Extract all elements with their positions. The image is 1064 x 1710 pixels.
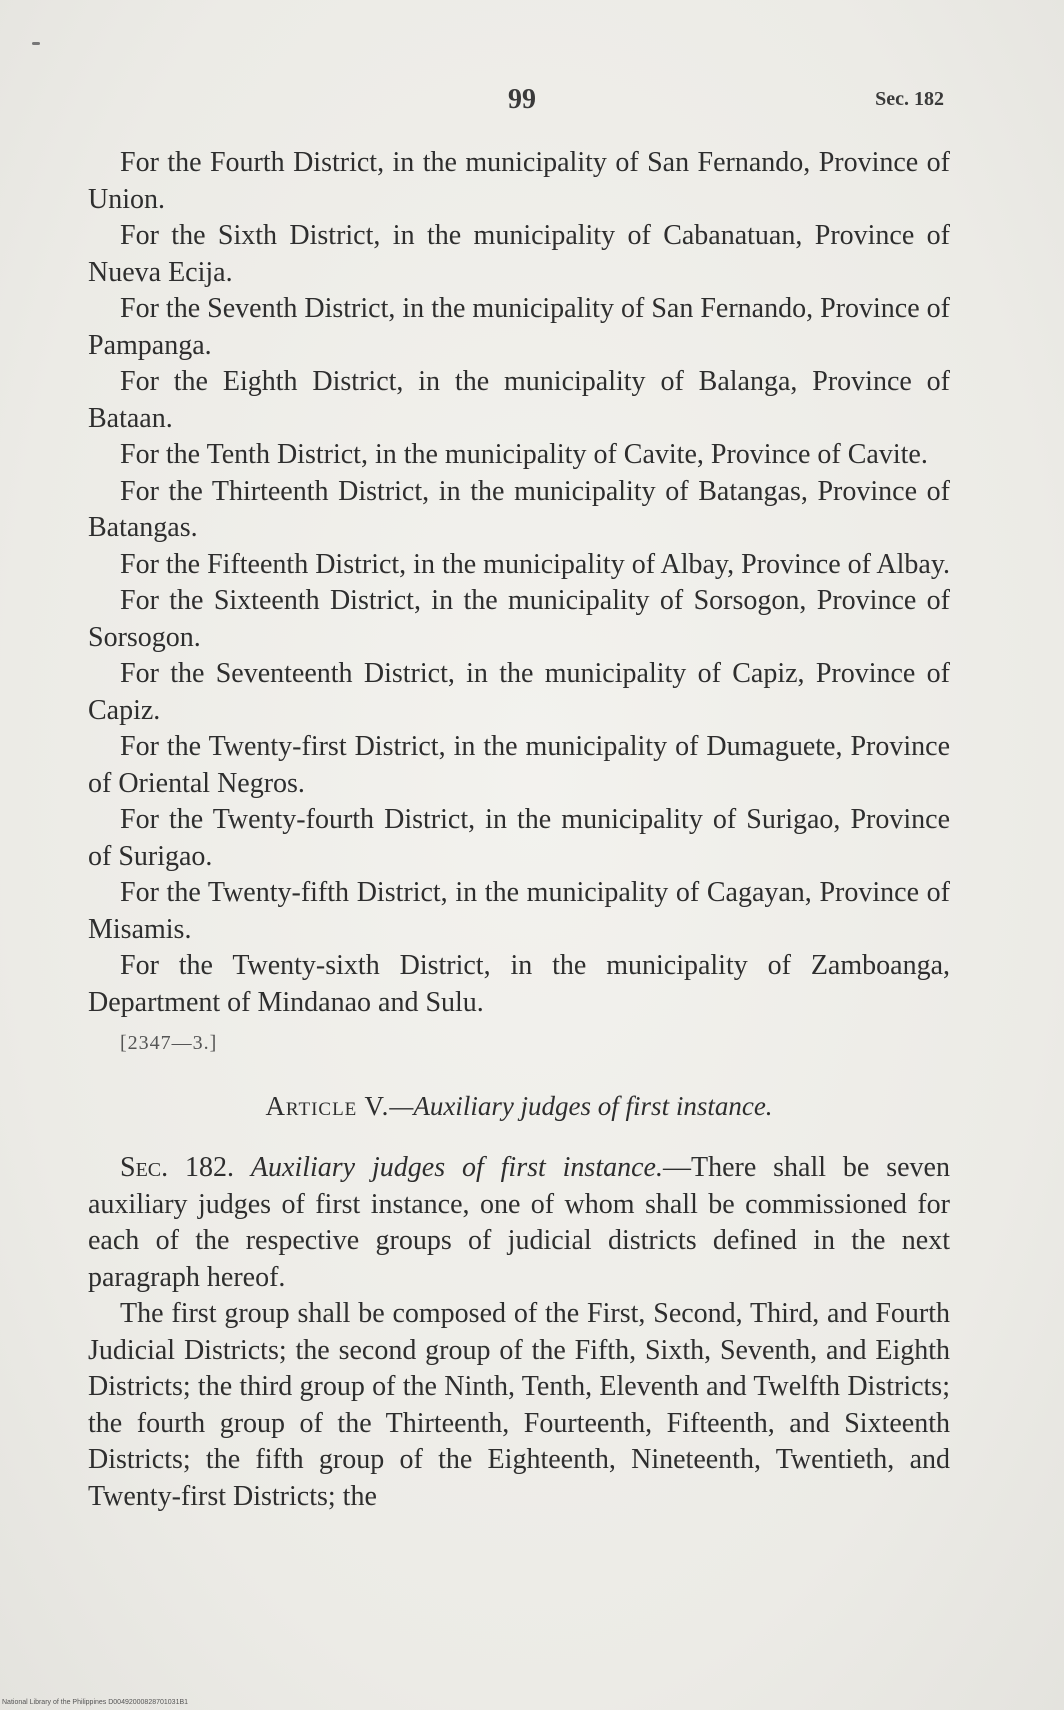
scan-footer: National Library of the Philippines D00492000828701031B1 [2, 1699, 189, 1706]
citation: [2347—3.] [120, 1032, 218, 1054]
district-paragraph: For the Fifteenth District, in the municipality of Albay, Province of Albay. [120, 548, 951, 580]
district-paragraph: For the Fourth District, in the municipality of San Fernando, Province of Union. [88, 147, 950, 215]
section-title: Auxiliary judges of first instance. [250, 1152, 663, 1183]
page-number: 99 [508, 84, 536, 115]
district-paragraph: For the Twenty-first District, in the municipality of Dumaguete, Province of Oriental Negros. [88, 731, 950, 799]
district-paragraph: For the Twenty-fourth District, in the municipality of Surigao, Province of Surigao. [88, 804, 950, 872]
district-paragraph: For the Tenth District, in the municipality of Cavite, Province of Cavite. [120, 439, 928, 470]
district-paragraph: For the Sixth District, in the municipality of Cabanatuan, Province of Nueva Ecija. [88, 220, 950, 288]
section-text: —There shall be seven auxiliary judges of first instance, one of whom shall be commissioned for each of the respective groups of judicial districts defined in the next paragraph hereof. [88, 1152, 950, 1293]
scan-speck [32, 42, 40, 45]
article-label: Article V. [265, 1090, 390, 1121]
article-heading [88, 1088, 950, 1125]
section-number: Sec. 182. [120, 1152, 235, 1183]
groups-paragraph: The first group shall be composed of the First, Second, Third, and Fourth Judicial Districts; the second group of the Fifth, Sixth, Seventh, and Eighth Districts; the third group of the Ninth, Tenth, Eleventh and Twelfth Districts; the fourth group of the Thirteenth, Fourteenth, Fifteenth, and Sixteenth Districts; the fifth group of the Eighteenth, Nineteenth, Twentieth, and Twenty-first Districts; the [88, 1298, 950, 1512]
district-paragraph: For the Sixteenth District, in the municipality of Sorsogon, Province of Sorsogon. [88, 585, 950, 653]
district-paragraph: For the Seventeenth District, in the municipality of Capiz, Province of Capiz. [88, 658, 950, 726]
district-paragraph: For the Thirteenth District, in the municipality of Batangas, Province of Batangas. [88, 475, 950, 543]
district-paragraph: For the Eighth District, in the municipality of Balanga, Province of Bataan. [88, 366, 950, 434]
section-paragraph [88, 1150, 950, 1296]
district-paragraph: For the Seventh District, in the municipality of San Fernando, Province of Pampanga. [88, 293, 950, 361]
district-paragraph: For the Twenty-sixth District, in the municipality of Zamboanga, Department of Mindanao and Sulu. [88, 950, 950, 1018]
article-title: —Auxiliary judges of first instance. [389, 1090, 773, 1121]
page-header [88, 84, 956, 124]
district-paragraph: For the Twenty-fifth District, in the municipality of Cagayan, Province of Misamis. [88, 877, 950, 945]
section-reference: Sec. 182 [875, 88, 944, 110]
page-body [88, 145, 950, 1515]
